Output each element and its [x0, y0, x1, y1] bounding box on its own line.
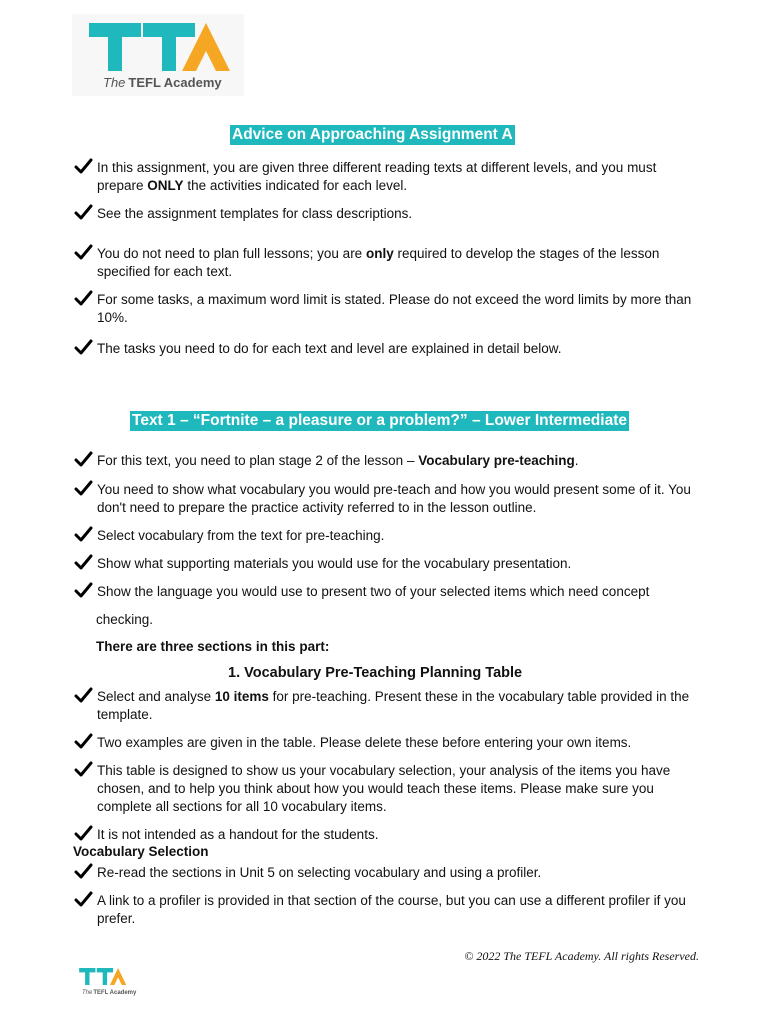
item-text: In this assignment, you are given three different reading texts at different levels, and you must prepare [97, 160, 657, 193]
list-item [74, 734, 706, 752]
item-text: The tasks you need to do for each text and level are explained in detail below. [97, 341, 562, 356]
item-text: Show the language you would use to present two of your selected items which need concept [97, 584, 650, 599]
list-item [74, 340, 706, 358]
checkmark-icon [74, 289, 94, 309]
checkmark-icon [74, 338, 94, 358]
checkmark-icon [74, 479, 94, 499]
item-text-end: required to develop the stages of the lesson specified for each text. [97, 246, 660, 279]
item-text: A link to a profiler is provided in that section of the course, but you can use a different profiler if you prefer. [97, 893, 686, 926]
checkmark-icon [74, 890, 94, 910]
item-text: Re-read the sections in Unit 5 on selecting vocabulary and using a profiler. [97, 865, 542, 880]
logo-caption-prefix: The [103, 75, 126, 90]
checkmark-icon [74, 157, 94, 177]
text1-heading: Text 1 – “Fortnite – a pleasure or a problem?” – Lower Intermediate [132, 412, 627, 429]
list-item [74, 527, 706, 545]
checkmark-icon [74, 450, 94, 470]
list-item [74, 291, 706, 327]
item-emphasis: ONLY [147, 178, 184, 193]
tta-logo-mark-small [76, 966, 130, 992]
item-text: For this text, you need to plan stage 2 of the lesson – [97, 453, 419, 468]
checkmark-icon [74, 760, 94, 780]
item-text: For some tasks, a maximum word limit is stated. Please do not exceed the word limits by more than 10%. [97, 292, 692, 325]
list-item [74, 452, 706, 470]
tefl-academy-logo [72, 14, 244, 96]
assignment-advice-heading: Advice on Approaching Assignment A [232, 126, 513, 143]
list-item [74, 864, 706, 882]
checkmark-icon [74, 824, 94, 844]
list-item [74, 826, 706, 844]
item-text: You do not need to plan full lessons; you are [97, 246, 366, 261]
item-text: Two examples are given in the table. Please delete these before entering your own items. [97, 735, 632, 750]
logo-small-caption-prefix: The [82, 990, 93, 996]
list-item [74, 205, 706, 223]
sections-note: There are three sections in this part: [96, 639, 330, 654]
checkmark-icon [74, 203, 94, 223]
copyright-footer: © 2022 The TEFL Academy. All rights Reserved. [464, 949, 699, 963]
item-emphasis: Vocabulary pre-teaching [418, 453, 575, 468]
item-text: You need to show what vocabulary you would pre-teach and how you would present some of it. You don't need to prepare the practice activity referred to in the lesson outline. [97, 482, 691, 515]
item-emphasis: 10 items [214, 689, 269, 704]
checkmark-icon [74, 553, 94, 573]
item-text: Select vocabulary from the text for pre-teaching. [97, 528, 385, 543]
checkmark-icon [74, 732, 94, 752]
item-text: See the assignment templates for class descriptions. [97, 206, 413, 221]
vocabulary-selection-heading: Vocabulary Selection [73, 844, 209, 859]
list-item [74, 159, 706, 195]
checkmark-icon [74, 525, 94, 545]
list-item [74, 688, 706, 724]
item-text: Select and analyse [97, 689, 215, 704]
item-text-end: . [574, 453, 579, 468]
checkmark-icon [74, 862, 94, 882]
item-text: It is not intended as a handout for the students. [97, 827, 379, 842]
list-item [74, 555, 706, 573]
logo-small-caption-main: TEFL Academy [93, 990, 137, 996]
item-text: Show what supporting materials you would use for the vocabulary presentation. [97, 556, 572, 571]
checkmark-icon [74, 243, 94, 263]
item-text: This table is designed to show us your vocabulary selection, your analysis of the items you have chosen, and to help you think about how you would teach these items. Please make sure you complete all sections for all 10 vocabulary items. [97, 763, 671, 814]
item-text-end: for pre-teaching. Present these in the vocabulary table provided in the template. [97, 689, 690, 722]
planning-table-subheading: 1. Vocabulary Pre-Teaching Planning Table [228, 665, 523, 681]
tefl-academy-logo-small [76, 966, 137, 1000]
list-item [74, 583, 706, 601]
item-text-end: the activities indicated for each level. [183, 178, 408, 193]
item-emphasis: only [365, 246, 394, 261]
list-item [74, 762, 706, 816]
logo-caption-main: TEFL Academy [128, 75, 222, 90]
list-item [74, 481, 706, 517]
list-item [74, 892, 706, 928]
checkmark-icon [74, 581, 94, 601]
list-item [74, 245, 706, 281]
item-continuation: checking. [96, 612, 154, 627]
checkmark-icon [74, 686, 94, 706]
